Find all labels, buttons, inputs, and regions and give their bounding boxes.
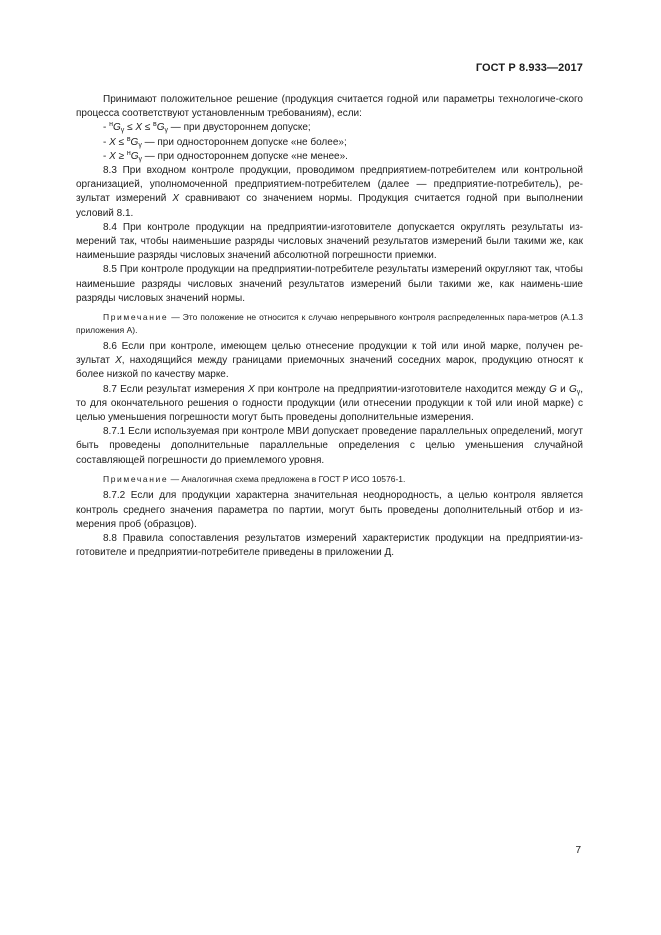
document-body xyxy=(76,93,583,560)
list-item-not-less: - $X \ge ^нG_\gamma$ — при одностороннем допуске «не менее». xyxy=(103,149,348,163)
paragraph-8-7-1: 8.7.1 Если используемая при контроле МВИ допускает проведение параллельных определений, могут быть проведены дополнительные параллельные определения с целью уменьшения случайной составляющей погрешности до приемлемого уровня. xyxy=(76,426,583,466)
paragraph-8-3: 8.3 При входном контроле продукции, проводимом предприятием-потребителем или контрольной организацией, уполномоченной предприятием-потребителем (далее — предприятие-потребитель), ре-зультат измерений X сравнивают со значением нормы. Продукция считается годной при выполнении условий 8.1. xyxy=(76,165,583,219)
paragraph-8-5: 8.5 При контроле продукции на предприятии-потребителе результаты измерений округляют так, чтобы наименьшие разряды числовых значений результатов измерений были такими же, как наимень-шие разряды числовых значений нормы. xyxy=(76,264,583,304)
paragraph-8-7: 8.7 Если результат измерения X при контроле на предприятии-изготовителе находится между G и $G_\gamma$, то для окончательного решения о годности продукции (или отнесении продукции к той или иной марке) с целью уменьшения погрешности могут быть проведены дополнительные измерения. xyxy=(76,383,583,424)
note-label: Примечание xyxy=(103,312,169,323)
note-label: Примечание xyxy=(103,473,169,484)
paragraph-8-7-2: 8.7.2 Если для продукции характерна значительная неоднородность, а целью контроля является контроль среднего значения параметра по партии, могут быть проведены дополнительный отбор и из-мерения проб (образцов). xyxy=(76,490,583,530)
paragraph-acceptance: Принимают положительное решение (продукция считается годной или параметры технологиче-ского процесса соответствуют установленным требованиям), если: xyxy=(76,94,583,120)
note-1: Примечание — Это положение не относится к случаю непрерывного контроля распределенных пара-метров (А.1.3 приложения А). xyxy=(76,312,583,335)
paragraph-8-8: 8.8 Правила сопоставления результатов измерений характеристик продукции на предприятии-из-готовителе и предприятии-потребителе приведены в приложении Д. xyxy=(76,532,583,559)
list-item-two-sided: - $^нG_\gamma \le X \le ^вG_\gamma$ — при двустороннем допуске; xyxy=(103,121,311,135)
note-2: Примечание — Аналогичная схема предложена в ГОСТ Р ИСО 10576-1. xyxy=(103,473,406,484)
paragraph-8-4: 8.4 При контроле продукции на предприятии-изготовителе допускается округлять результаты из-мерений так, чтобы наименьшие разряды числовых значений результатов измерений были такими же, как наименьшие разряды числовых значений абсолютной погрешности приемки. xyxy=(76,221,583,262)
document-code-header: ГОСТ Р 8.933—2017 xyxy=(475,62,583,74)
paragraph-8-6: 8.6 Если при контроле, имеющем целью отнесение продукции к той или иной марке, получен ре-зультат X, находящийся между границами приемочных значений соседних марок, продукцию относят к более низкой по качеству марке. xyxy=(76,341,583,381)
list-item-not-more: - $X \le ^вG_\gamma$ — при одностороннем допуске «не более»; xyxy=(103,135,347,149)
page-number: 7 xyxy=(575,845,581,856)
